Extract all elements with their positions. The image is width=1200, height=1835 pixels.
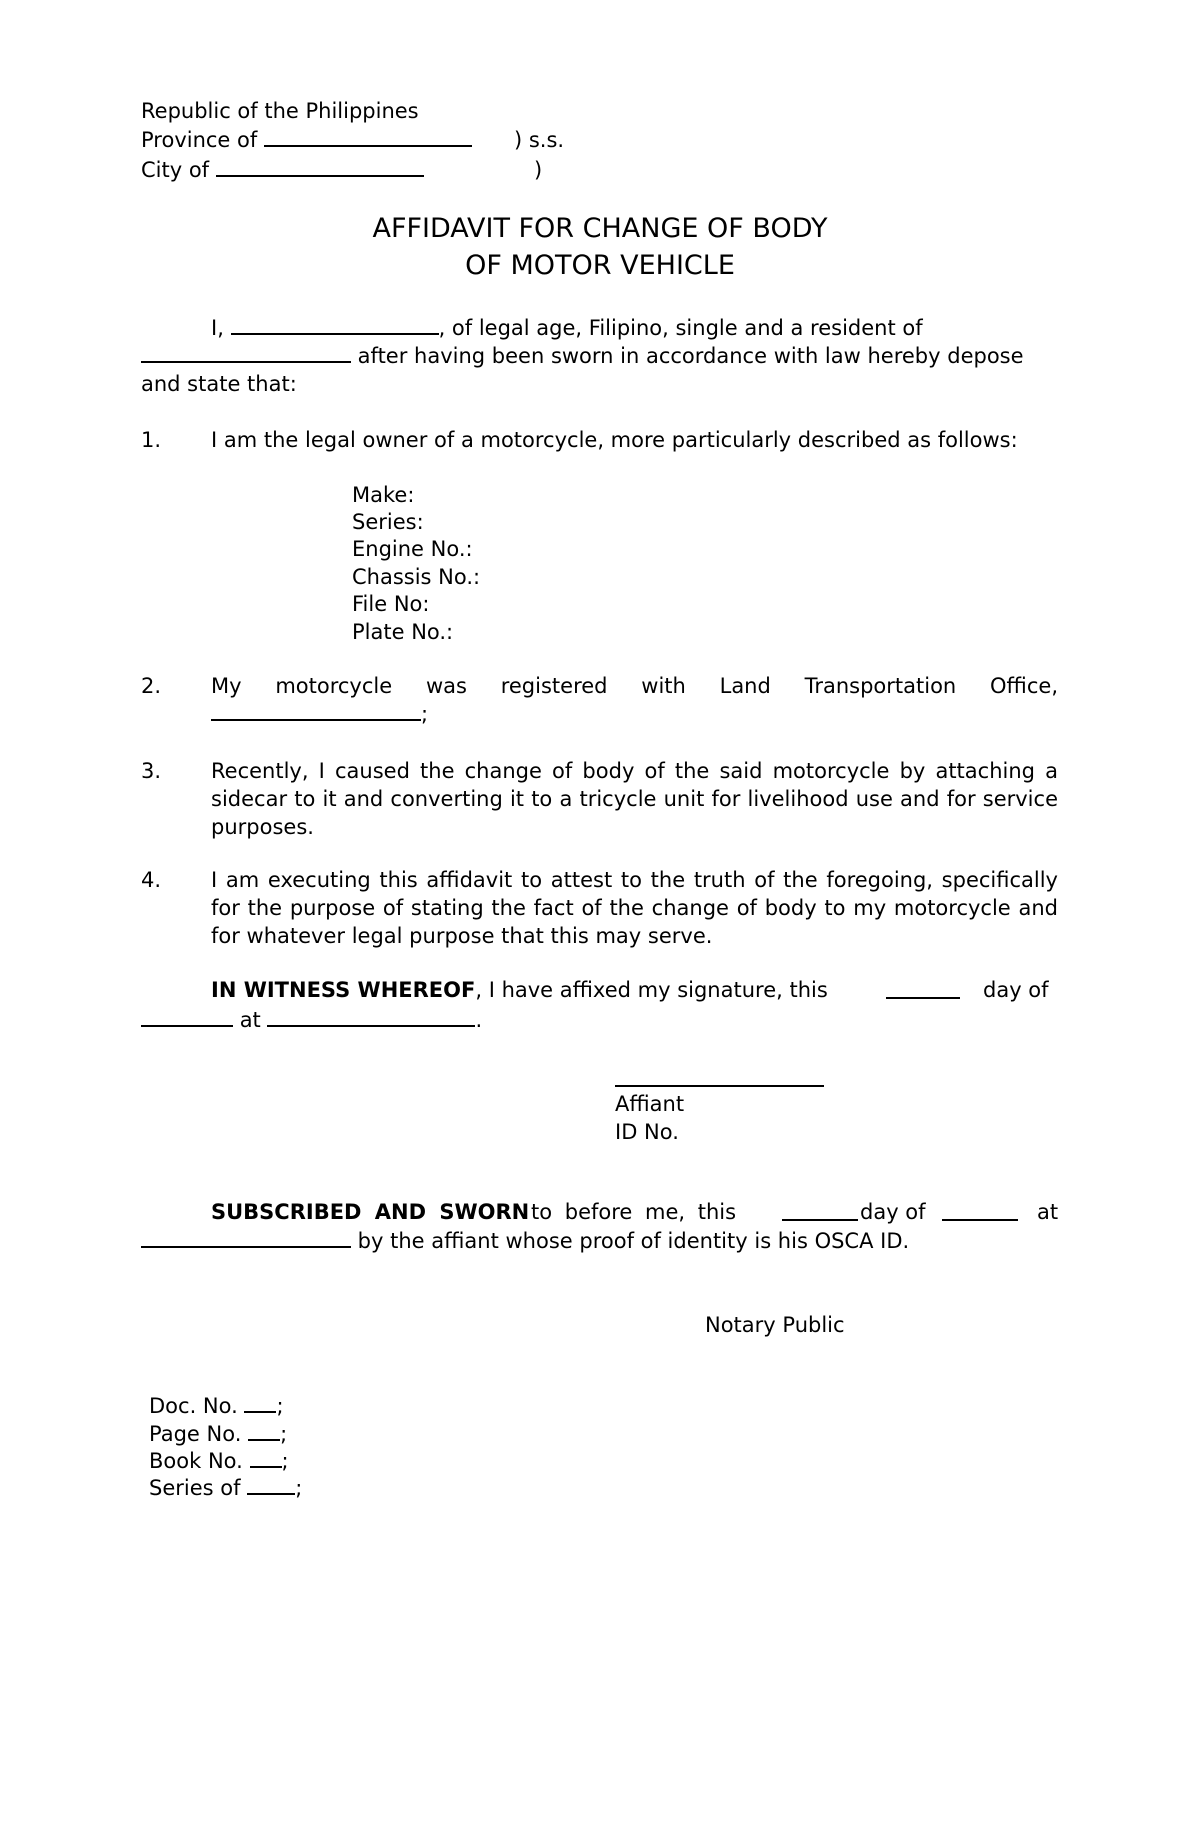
vehicle-field-make: Make: xyxy=(352,483,415,507)
jurat-text: to before me, this xyxy=(531,1200,737,1224)
doc-no-blank[interactable] xyxy=(244,1395,276,1413)
residence-blank[interactable] xyxy=(141,345,351,363)
series-of-semicolon: ; xyxy=(295,1476,303,1500)
book-no-line xyxy=(149,1447,289,1475)
item-2-line-2 xyxy=(211,700,428,728)
item-3-number: 3. xyxy=(141,759,162,783)
intro-after-name: , of legal age, Filipino, single and a resident of xyxy=(438,316,923,340)
book-no-semicolon: ; xyxy=(281,1449,289,1473)
witness-month-blank[interactable] xyxy=(141,1009,233,1027)
item-2-number: 2. xyxy=(141,674,162,698)
title-line-2: OF MOTOR VEHICLE xyxy=(465,250,735,281)
item-4-number: 4. xyxy=(141,868,162,892)
city-label: City of xyxy=(141,158,210,182)
series-of-label: Series of xyxy=(149,1476,241,1500)
intro-line-1 xyxy=(211,314,923,342)
page-no-semicolon: ; xyxy=(280,1422,288,1446)
title-line-1: AFFIDAVIT FOR CHANGE OF BODY xyxy=(372,213,828,244)
vehicle-field-series: Series: xyxy=(352,510,424,534)
intro-i: I, xyxy=(211,316,224,340)
item-1-number: 1. xyxy=(141,428,162,452)
republic-text: Republic of the Philippines xyxy=(141,99,419,123)
jurat-line-1b xyxy=(531,1198,736,1226)
city-blank[interactable] xyxy=(216,159,424,177)
witness-text: , I have affixed my signature, this xyxy=(475,978,828,1002)
notary-label: Notary Public xyxy=(705,1313,845,1337)
province-line xyxy=(141,126,472,154)
affiant-signature-line[interactable] xyxy=(615,1085,824,1087)
vehicle-field-engine: Engine No.: xyxy=(352,537,473,561)
intro-after-residence: after having been sworn in accordance with law hereby depose xyxy=(351,344,1024,368)
jurat-line-1a xyxy=(211,1198,529,1226)
doc-no-label: Doc. No. xyxy=(149,1394,238,1418)
jurat-place-blank[interactable] xyxy=(141,1230,351,1248)
series-of-line xyxy=(149,1474,302,1502)
book-no-blank[interactable] xyxy=(250,1450,282,1468)
jurat-day-of: day of xyxy=(860,1200,926,1224)
name-blank[interactable] xyxy=(231,317,439,335)
vehicle-field-file: File No: xyxy=(352,592,430,616)
page-no-blank[interactable] xyxy=(248,1423,280,1441)
witness-place-blank[interactable] xyxy=(267,1009,475,1027)
witness-period: . xyxy=(475,1008,483,1032)
province-label: Province of xyxy=(141,128,258,152)
intro-line-3: and state that: xyxy=(141,372,297,396)
doc-no-semicolon: ; xyxy=(276,1394,284,1418)
page-no-label: Page No. xyxy=(149,1422,242,1446)
affiant-id: ID No. xyxy=(615,1120,679,1144)
doc-no-line xyxy=(149,1392,284,1420)
witness-at: at xyxy=(239,1008,261,1032)
item-2-end: ; xyxy=(421,702,429,726)
province-blank[interactable] xyxy=(264,129,472,147)
series-of-blank[interactable] xyxy=(247,1477,295,1495)
vehicle-field-chassis: Chassis No.: xyxy=(352,565,481,589)
intro-line-2 xyxy=(141,342,1024,370)
affiant-label: Affiant xyxy=(615,1092,685,1116)
city-paren xyxy=(534,156,542,184)
witness-day-blank[interactable] xyxy=(886,997,960,999)
witness-day-of: day of xyxy=(983,978,1049,1002)
jurat-day-blank[interactable] xyxy=(782,1219,858,1221)
item-4-text: I am executing this affidavit to attest to the truth of the foregoing, specifically for the purpose of stating the fact of the change of body to my motorcycle and for whatever legal purpose that this may serve. xyxy=(211,868,1058,948)
witness-line-1 xyxy=(211,976,828,1004)
republic-line xyxy=(141,97,419,125)
jurat-line-2-text: by the affiant whose proof of identity is his OSCA ID. xyxy=(351,1229,910,1253)
witness-bold: IN WITNESS WHEREOF xyxy=(211,978,476,1002)
jurat-month-blank[interactable] xyxy=(942,1219,1018,1221)
item-1-text: I am the legal owner of a motorcycle, more particularly described as follows: xyxy=(211,428,1018,452)
item-3-text: Recently, I caused the change of body of the said motorcycle by attaching a sidecar to it and converting it to a tricycle unit for livelihood use and for service purposes. xyxy=(211,759,1058,839)
vehicle-field-plate: Plate No.: xyxy=(352,620,454,644)
lto-blank[interactable] xyxy=(211,703,421,721)
city-line xyxy=(141,156,424,184)
jurat-line-2 xyxy=(141,1227,909,1255)
page-no-line xyxy=(149,1420,287,1448)
book-no-label: Book No. xyxy=(149,1449,243,1473)
ss-label: ) s.s. xyxy=(514,128,565,152)
city-paren-text: ) xyxy=(534,158,543,182)
ss-text xyxy=(514,126,564,154)
item-2-text: My motorcycle was registered with Land Transportation Office, xyxy=(211,674,1058,698)
jurat-bold: SUBSCRIBED AND SWORN xyxy=(211,1200,530,1224)
jurat-at: at xyxy=(1037,1200,1059,1224)
witness-line-2 xyxy=(141,1006,482,1034)
